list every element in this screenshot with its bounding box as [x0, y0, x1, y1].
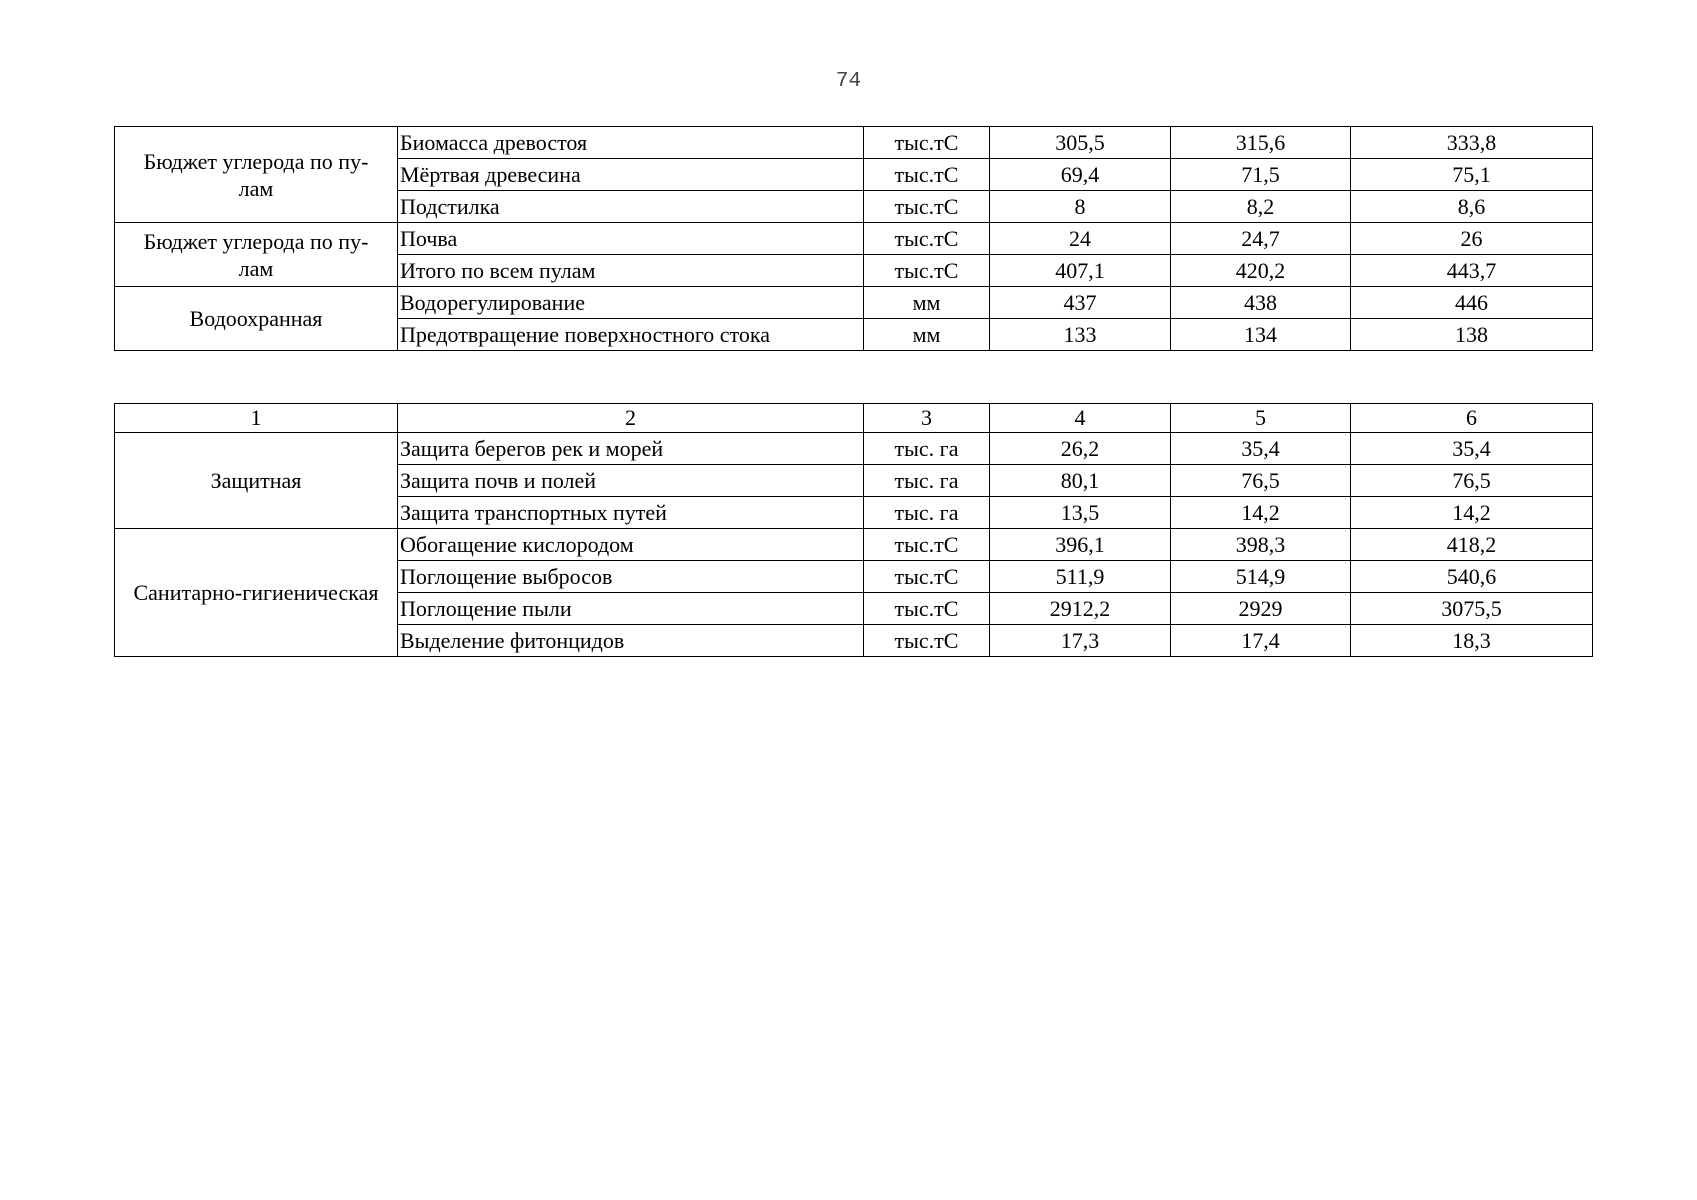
- indicator-name-cell: Защита почв и полей: [398, 465, 864, 497]
- value-cell: 437: [990, 287, 1171, 319]
- unit-cell: тыс.тС: [864, 159, 990, 191]
- indicator-name-cell: Итого по всем пулам: [398, 255, 864, 287]
- value-cell: 26,2: [990, 433, 1171, 465]
- indicator-name-cell: Поглощение выбросов: [398, 561, 864, 593]
- indicator-name-cell: Биомасса древостоя: [398, 127, 864, 159]
- unit-cell: тыс. га: [864, 465, 990, 497]
- value-cell: 2912,2: [990, 593, 1171, 625]
- column-number-cell: 3: [864, 404, 990, 433]
- indicator-name-cell: Выделение фитонцидов: [398, 625, 864, 657]
- indicator-name-cell: Предотвращение поверхностного стока: [398, 319, 864, 351]
- value-cell: 14,2: [1351, 497, 1593, 529]
- group-label-cell: Защитная: [115, 433, 398, 529]
- value-cell: 14,2: [1171, 497, 1351, 529]
- ecosystem-services-table-bottom: [114, 403, 1593, 657]
- unit-cell: тыс.тС: [864, 191, 990, 223]
- column-number-cell: 2: [398, 404, 864, 433]
- value-cell: 35,4: [1351, 433, 1593, 465]
- unit-cell: тыс.тС: [864, 593, 990, 625]
- indicator-name-cell: Водорегулирование: [398, 287, 864, 319]
- group-label-cell: Водоохранная: [115, 287, 398, 351]
- value-cell: 35,4: [1171, 433, 1351, 465]
- value-cell: 333,8: [1351, 127, 1593, 159]
- value-cell: 8,6: [1351, 191, 1593, 223]
- column-number-cell: 4: [990, 404, 1171, 433]
- value-cell: 446: [1351, 287, 1593, 319]
- value-cell: 8,2: [1171, 191, 1351, 223]
- value-cell: 420,2: [1171, 255, 1351, 287]
- value-cell: 511,9: [990, 561, 1171, 593]
- table-body: [115, 433, 1593, 657]
- value-cell: 438: [1171, 287, 1351, 319]
- unit-cell: тыс. га: [864, 497, 990, 529]
- unit-cell: тыс.тС: [864, 255, 990, 287]
- value-cell: 76,5: [1171, 465, 1351, 497]
- value-cell: 540,6: [1351, 561, 1593, 593]
- value-cell: 407,1: [990, 255, 1171, 287]
- value-cell: 305,5: [990, 127, 1171, 159]
- unit-cell: тыс.тС: [864, 529, 990, 561]
- unit-cell: тыс.тС: [864, 127, 990, 159]
- value-cell: 134: [1171, 319, 1351, 351]
- value-cell: 18,3: [1351, 625, 1593, 657]
- column-number-cell: 1: [115, 404, 398, 433]
- value-cell: 138: [1351, 319, 1593, 351]
- indicator-name-cell: Подстилка: [398, 191, 864, 223]
- value-cell: 17,4: [1171, 625, 1351, 657]
- value-cell: 3075,5: [1351, 593, 1593, 625]
- unit-cell: тыс.тС: [864, 561, 990, 593]
- unit-cell: мм: [864, 287, 990, 319]
- table-body: [115, 127, 1593, 351]
- group-label-cell: Бюджет углерода по пу- лам: [115, 127, 398, 223]
- indicator-name-cell: Поглощение пыли: [398, 593, 864, 625]
- unit-cell: тыс. га: [864, 433, 990, 465]
- value-cell: 133: [990, 319, 1171, 351]
- value-cell: 315,6: [1171, 127, 1351, 159]
- value-cell: 418,2: [1351, 529, 1593, 561]
- value-cell: 2929: [1171, 593, 1351, 625]
- unit-cell: мм: [864, 319, 990, 351]
- table-row: [115, 529, 1593, 561]
- indicator-name-cell: Обогащение кислородом: [398, 529, 864, 561]
- value-cell: 76,5: [1351, 465, 1593, 497]
- value-cell: 75,1: [1351, 159, 1593, 191]
- group-label-cell: Санитарно-гигиеническая: [115, 529, 398, 657]
- table-row: [115, 433, 1593, 465]
- unit-cell: тыс.тС: [864, 223, 990, 255]
- table-row: [115, 127, 1593, 159]
- value-cell: 17,3: [990, 625, 1171, 657]
- value-cell: 8: [990, 191, 1171, 223]
- value-cell: 80,1: [990, 465, 1171, 497]
- value-cell: 13,5: [990, 497, 1171, 529]
- value-cell: 514,9: [1171, 561, 1351, 593]
- value-cell: 396,1: [990, 529, 1171, 561]
- unit-cell: тыс.тС: [864, 625, 990, 657]
- indicator-name-cell: Почва: [398, 223, 864, 255]
- value-cell: 398,3: [1171, 529, 1351, 561]
- column-number-cell: 5: [1171, 404, 1351, 433]
- group-label-cell: Бюджет углерода по пу- лам: [115, 223, 398, 287]
- value-cell: 71,5: [1171, 159, 1351, 191]
- indicator-name-cell: Мёртвая древесина: [398, 159, 864, 191]
- value-cell: 69,4: [990, 159, 1171, 191]
- table-row: [115, 287, 1593, 319]
- value-cell: 443,7: [1351, 255, 1593, 287]
- page-number: 74: [835, 70, 862, 93]
- value-cell: 26: [1351, 223, 1593, 255]
- value-cell: 24: [990, 223, 1171, 255]
- indicator-name-cell: Защита транспортных путей: [398, 497, 864, 529]
- table-row: [115, 223, 1593, 255]
- indicator-name-cell: Защита берегов рек и морей: [398, 433, 864, 465]
- column-number-row: [115, 404, 1593, 433]
- value-cell: 24,7: [1171, 223, 1351, 255]
- ecosystem-services-table-top: [114, 126, 1593, 351]
- column-number-cell: 6: [1351, 404, 1593, 433]
